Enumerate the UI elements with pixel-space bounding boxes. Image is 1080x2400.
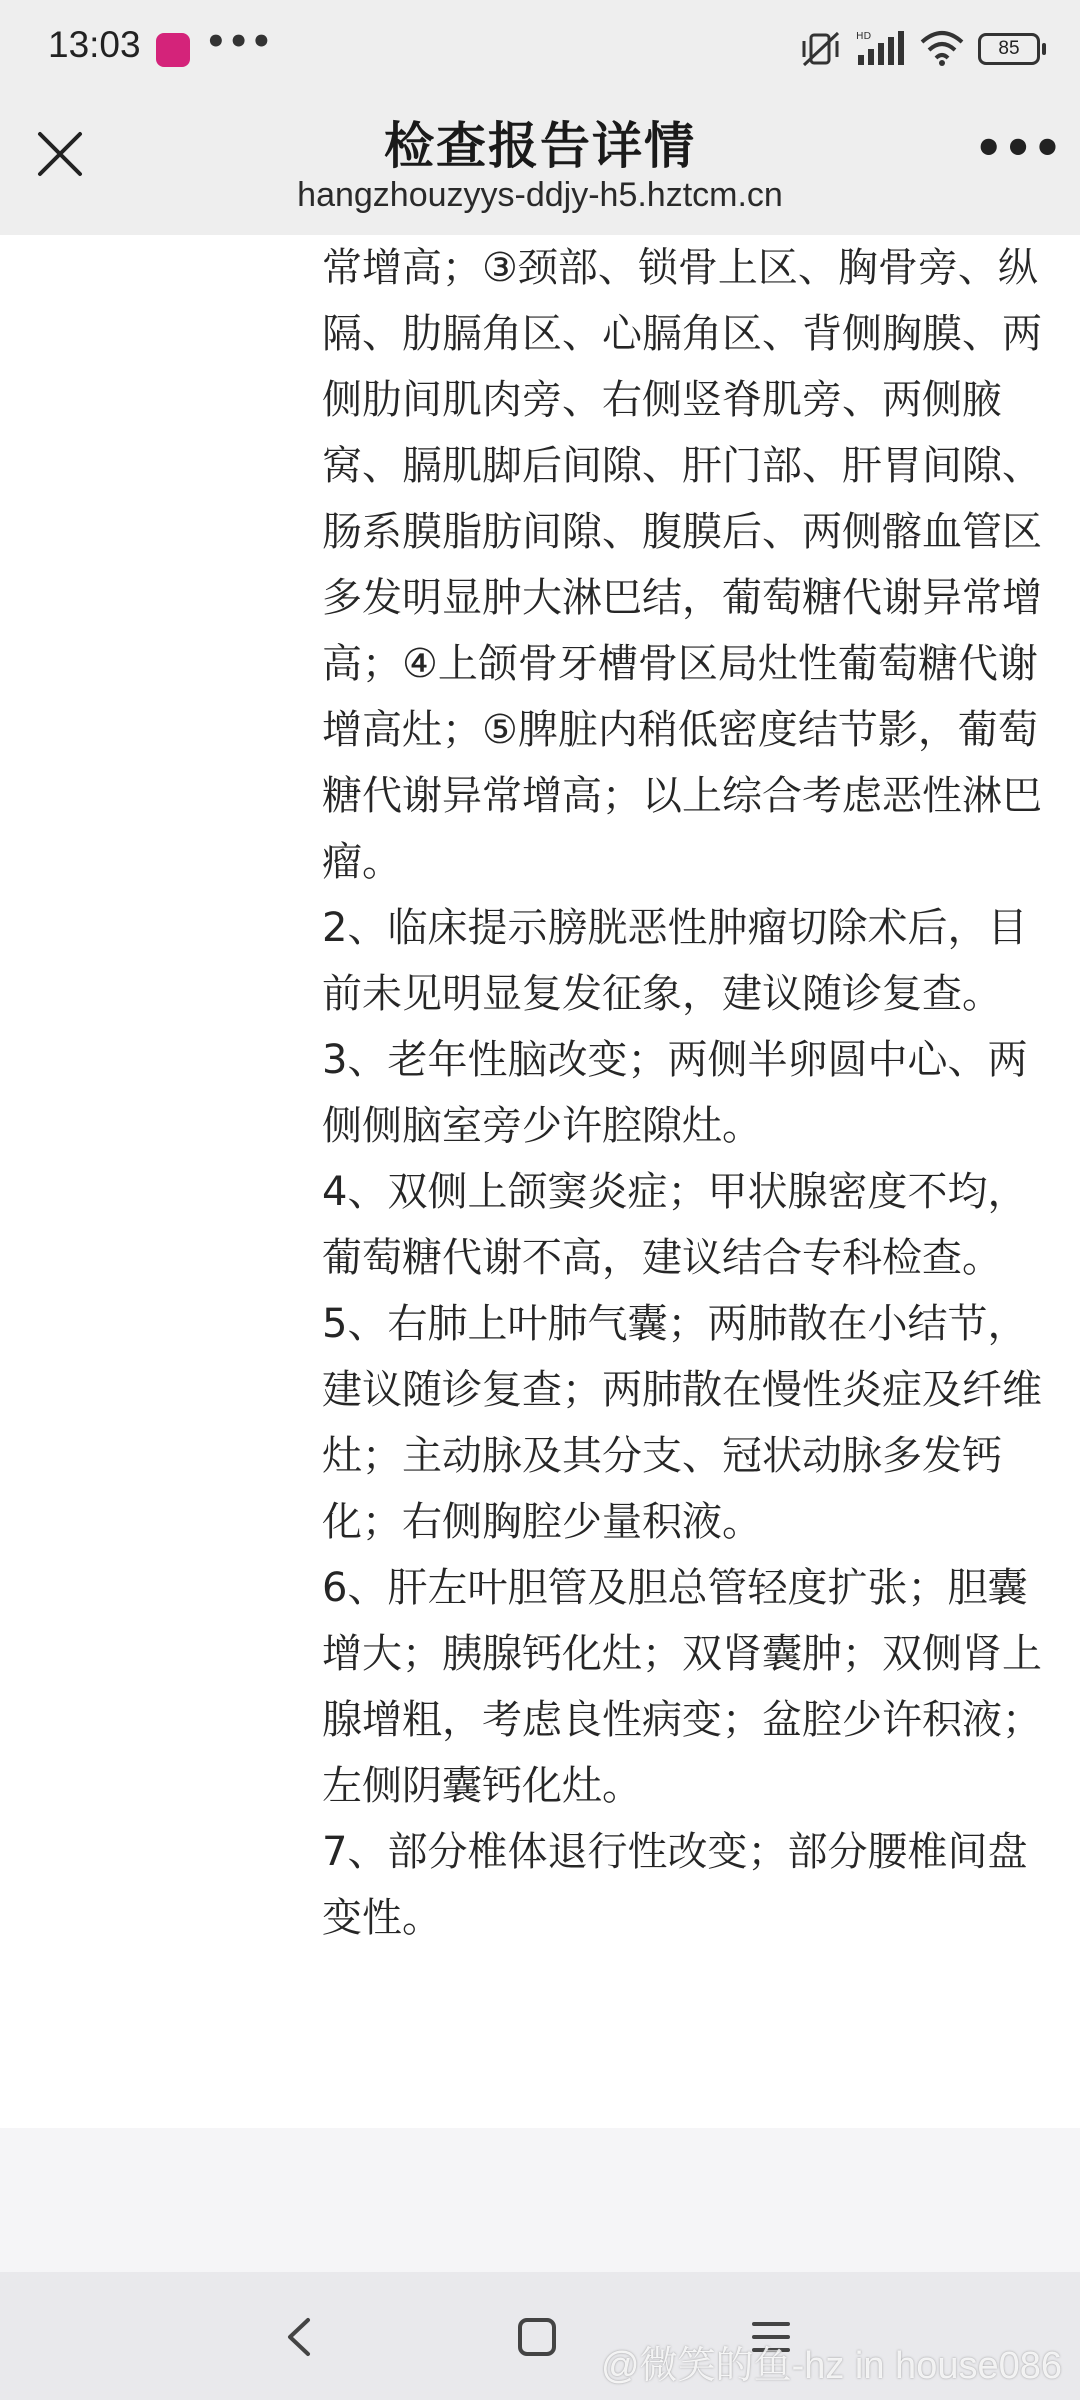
browser-title-bar — [0, 98, 1080, 235]
report-paragraph: 常增高；③颈部、锁骨上区、胸骨旁、纵隔、肋膈角区、心膈角区、背侧胸膜、两侧肋间肌肉旁、右侧竖脊肌旁、两侧腋窝、膈肌脚后间隙、肝门部、肝胃间隙、肠系膜脂肪间隙、腹膜后、两侧髂血管区多发明显肿大淋巴结，葡萄糖代谢异常增高；④上颌骨牙槽骨区局灶性葡萄糖代谢增高灶；⑤脾脏内稍低密度结节影，葡萄糖代谢异常增高；以上综合考虑恶性淋巴瘤。 — [322, 245, 1042, 885]
mute-vibrate-icon — [800, 29, 842, 69]
report-paragraph: 5、右肺上叶肺气囊；两肺散在小结节，建议随诊复查；两肺散在慢性炎症及纤维灶；主动脉及其分支、冠状动脉多发钙化；右侧胸腔少量积液。 — [322, 1301, 1042, 1545]
report-conclusion — [322, 235, 1044, 1951]
more-notifications-icon: ••• — [205, 22, 274, 62]
more-options-button[interactable]: ••• — [974, 121, 1063, 175]
report-paragraph: 2、临床提示膀胱恶性肿瘤切除术后，目前未见明显复发征象，建议随诊复查。 — [322, 905, 1028, 1017]
report-paragraph: 3、老年性脑改变；两侧半卵圆中心、两侧侧脑室旁少许腔隙灶。 — [322, 1037, 1028, 1149]
svg-text:HD: HD — [856, 31, 872, 42]
app-notification-icon — [156, 33, 190, 67]
home-icon[interactable] — [514, 2314, 560, 2360]
report-content — [0, 235, 1080, 2128]
watermark: @微笑的鱼-hz in house086 — [601, 2345, 1062, 2387]
system-icons — [800, 24, 1040, 74]
wifi-icon — [920, 30, 964, 68]
report-paragraph: 6、肝左叶胆管及胆总管轻度扩张；胆囊增大；胰腺钙化灶；双肾囊肿；双侧肾上腺增粗，考虑良性病变；盆腔少许积液；左侧阴囊钙化灶。 — [322, 1565, 1042, 1809]
battery-icon: 85 — [978, 33, 1040, 65]
report-paragraph: 7、部分椎体退行性改变；部分腰椎间盘变性。 — [322, 1829, 1028, 1941]
page-title: 检查报告详情 — [384, 117, 696, 175]
report-paragraph: 4、双侧上颌窦炎症；甲状腺密度不均，葡萄糖代谢不高，建议结合专科检查。 — [322, 1169, 1028, 1281]
status-time: 13:03 — [48, 24, 141, 65]
status-bar — [0, 0, 1080, 98]
page-url: hangzhouzyys-ddjy-h5.hztcm.cn — [297, 176, 783, 214]
back-icon[interactable] — [278, 2314, 324, 2360]
page-bottom-area — [0, 2128, 1080, 2272]
signal-hd-icon — [856, 29, 906, 69]
